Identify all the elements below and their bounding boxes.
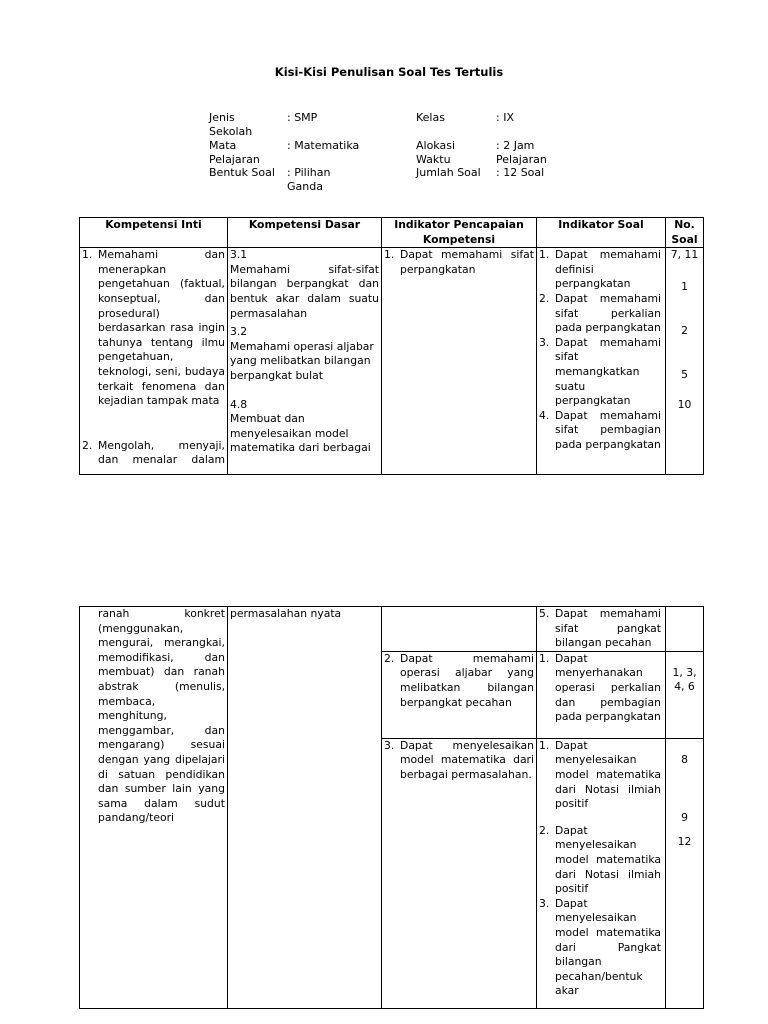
cell-indikator-pencapaian [382,607,537,652]
ipk3-text: Dapat menyelesaikan model matematika dari berbagai permasalahan. [400,738,534,781]
no-soal-value: 10 [677,397,692,411]
is5-text: Dapat memahami sifat pangkat bilangan pecahan [555,607,661,650]
is3-text: Dapat memahami sifat memangkatkan suatu perpangkatan [555,335,661,408]
cell-kompetensi-inti [80,248,228,475]
is4-number: 4. [539,408,550,422]
ipk2-number: 2. [384,651,395,665]
table-row [80,607,704,652]
no-soal-value: 9 [681,811,688,825]
cell-no-soal [666,651,704,738]
table-header-row [80,218,704,248]
no-soal-value: 2 [681,324,688,338]
alokasi-waktu-label: Alokasi Waktu [416,139,456,166]
header-indikator-soal: Indikator Soal [537,218,666,248]
is8-number: 2. [539,823,550,837]
header-no-soal: No. Soal [666,218,704,248]
kd-continued-text: permasalahan nyata [230,607,342,620]
kd1-number: 3.1 [230,248,248,262]
ki2-text: Mengolah, menyaji, dan menalar dalam [98,438,225,467]
is7-number: 1. [539,738,550,752]
cell-kompetensi-dasar [228,248,382,475]
cell-indikator-pencapaian [382,248,537,475]
is9-number: 3. [539,896,550,910]
is3-number: 3. [539,335,550,349]
is2-number: 2. [539,291,550,305]
is5-number: 5. [539,607,550,620]
kd2-text: Memahami operasi aljabar yang melibatkan bilangan berpangkat bulat [230,339,374,382]
is2-text: Dapat memahami sifat perkalian pada perpangkatan [555,291,661,335]
cell-indikator-pencapaian [382,738,537,1008]
kd3-number: 4.8 [230,397,248,411]
no-soal-value: 1 [681,279,688,293]
alokasi-waktu-value: : 2 Jam Pelajaran [496,139,547,166]
jenis-sekolah-value: : SMP [287,111,318,124]
jenis-sekolah-label: Jenis Sekolah [209,111,253,138]
page-title: Kisi-Kisi Penulisan Soal Tes Tertulis [274,65,504,79]
kd1-text: Memahami sifat-sifat bilangan berpangkat dan bentuk akar dalam suatu permasalahan [230,262,379,320]
kd2-number: 3.2 [230,325,248,339]
kelas-value: : IX [496,111,514,124]
cell-indikator-soal [537,738,666,1008]
no-soal-value: 5 [681,367,688,381]
kd3-text: Membuat dan menyelesaikan model matematika dari berbagai [230,412,371,455]
no-soal-value: 8 [681,752,688,766]
mata-pelajaran-value: : Matematika [287,139,360,152]
is1-number: 1. [539,248,550,262]
ki-continued-text: ranah konkret (menggunakan, mengurai, merangkai, memodifikasi, dan membuat) dan ranah abstrak (menulis, membaca, menghitung, menggambar, dan mengarang) sesuai dengan yang dipelajari di satuan pendidikan dan sumber lain yang sama dalam sudut pandang/teori [98,607,225,825]
cell-kompetensi-dasar [228,607,382,1009]
is7-text: Dapat menyelesaikan model matematika dari Notasi ilmiah positif [555,738,661,811]
bentuk-soal-label: Bentuk Soal [209,166,275,179]
is8-text: Dapat menyelesaikan model matematika dari Notasi ilmiah positif [555,823,661,896]
ki2-number: 2. [82,438,93,452]
header-kompetensi-inti: Kompetensi Inti [80,218,228,248]
is6-text: Dapat menyerhanakan operasi perkalian dan pembagian pada perpangkatan [555,651,661,724]
ipk2-text: Dapat memahami operasi aljabar yang melibatkan bilangan berpangkat pecahan [400,651,534,709]
is9-text: Dapat menyelesaikan model matematika dari Pangkat bilangan pecahan/bentuk akar [555,896,661,998]
ipk1-text: Dapat memahami sifat perpangkatan [400,248,534,276]
no-soal-value: 1, 3, 4, 6 [672,665,697,694]
is1-text: Dapat memahami definisi perpangkatan [555,248,661,291]
ipk1-number: 1. [384,248,395,262]
jumlah-soal-value: : 12 Soal [496,166,545,179]
mata-pelajaran-label: Mata Pelajaran [209,139,260,166]
cell-indikator-pencapaian [382,651,537,738]
jumlah-soal-label: Jumlah Soal [416,166,481,179]
kisi-table-page1 [79,217,704,475]
cell-no-soal [666,738,704,1008]
cell-kompetensi-inti [80,607,228,1009]
kisi-table-page2 [79,606,704,1009]
header-indikator-pencapaian: Indikator Pencapaian Kompetensi [382,218,537,248]
kelas-label: Kelas [416,111,445,124]
cell-indikator-soal [537,651,666,738]
header-kompetensi-dasar: Kompetensi Dasar [228,218,382,248]
ki1-number: 1. [82,248,93,262]
cell-indikator-soal [537,248,666,475]
is4-text: Dapat memahami sifat pembagian pada perpangkatan [555,408,661,451]
cell-indikator-soal [537,607,666,652]
ki1-text: Memahami dan menerapkan pengetahuan (faktual, konseptual, dan prosedural) berdasarkan rasa ingin tahunya tentang ilmu pengetahuan, teknologi, seni, budaya terkait fenomena dan kejadian tampak mata [98,248,225,408]
cell-no-soal [666,607,704,652]
ipk3-number: 3. [384,738,395,752]
no-soal-value: 12 [677,834,692,848]
table-row [80,248,704,475]
cell-no-soal [666,248,704,475]
bentuk-soal-value: : Pilihan Ganda [287,166,331,193]
no-soal-value: 7, 11 [670,248,699,262]
is6-number: 1. [539,651,550,665]
